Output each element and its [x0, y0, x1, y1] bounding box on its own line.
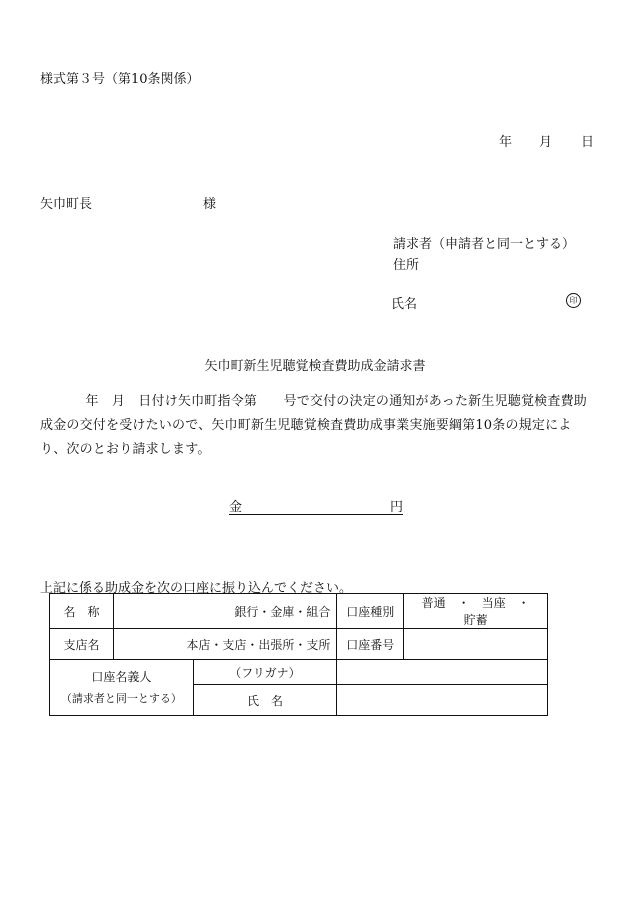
document-title: 矢巾町新生児聴覚検査費助成金請求書 [204, 359, 426, 374]
branch-name-field[interactable] [113, 629, 336, 660]
date-month: 月 [539, 135, 553, 150]
account-holder-label-cell [50, 660, 194, 716]
amount-unit: 円 [389, 500, 403, 515]
furigana-label: （フリガナ） [193, 660, 337, 685]
table-row [50, 629, 548, 660]
branch-types: 本店・支店・出張所・支所 [186, 637, 331, 652]
bank-name-label: 名 称 [50, 594, 114, 629]
account-holder-label: 口座名義人 [91, 669, 152, 684]
branch-label: 支店名 [50, 629, 114, 660]
table-row [50, 594, 548, 629]
addressee-honorific: 様 [203, 197, 217, 212]
date-day: 日 [581, 135, 595, 150]
table-row [50, 660, 548, 685]
account-holder-note: （請求者と同一とする） [60, 691, 182, 705]
bank-account-table [49, 593, 548, 716]
amount-label: 金 [229, 500, 243, 515]
account-number-field[interactable] [404, 629, 548, 660]
name-label: 氏名 [391, 297, 418, 312]
institution-types: 銀行・金庫・組合 [234, 604, 331, 619]
holder-name-label: 氏 名 [193, 685, 337, 716]
addressee: 矢巾町長 [40, 197, 93, 212]
seal-mark-icon: 印 [566, 293, 581, 308]
account-type-options[interactable]: 普通 ・ 当座 ・ 貯蓄 [404, 594, 548, 629]
transfer-instruction: 上記に係る助成金を次の口座に振り込んでください。 [40, 581, 353, 596]
address-label: 住所 [393, 258, 420, 273]
form-number: 様式第３号（第10条関係） [40, 72, 200, 87]
date-line [499, 131, 594, 150]
requester-label: 請求者（申請者と同一とする） [393, 237, 576, 252]
amount-field[interactable] [229, 496, 403, 515]
account-number-label: 口座番号 [337, 629, 404, 660]
body-paragraph: 年 月 日付け矢巾町指令第 号で交付の決定の通知があった新生児聴覚検査費助成金の交付を受けたいので、矢巾町新生児聴覚検査費助成事業実施要綱第10条の規定により、次のとおり請求します。 [40, 394, 587, 457]
account-type-label: 口座種別 [337, 594, 404, 629]
furigana-field[interactable] [337, 660, 548, 685]
date-year: 年 [499, 135, 513, 150]
bank-name-field[interactable] [113, 594, 336, 629]
holder-name-field[interactable] [337, 685, 548, 716]
